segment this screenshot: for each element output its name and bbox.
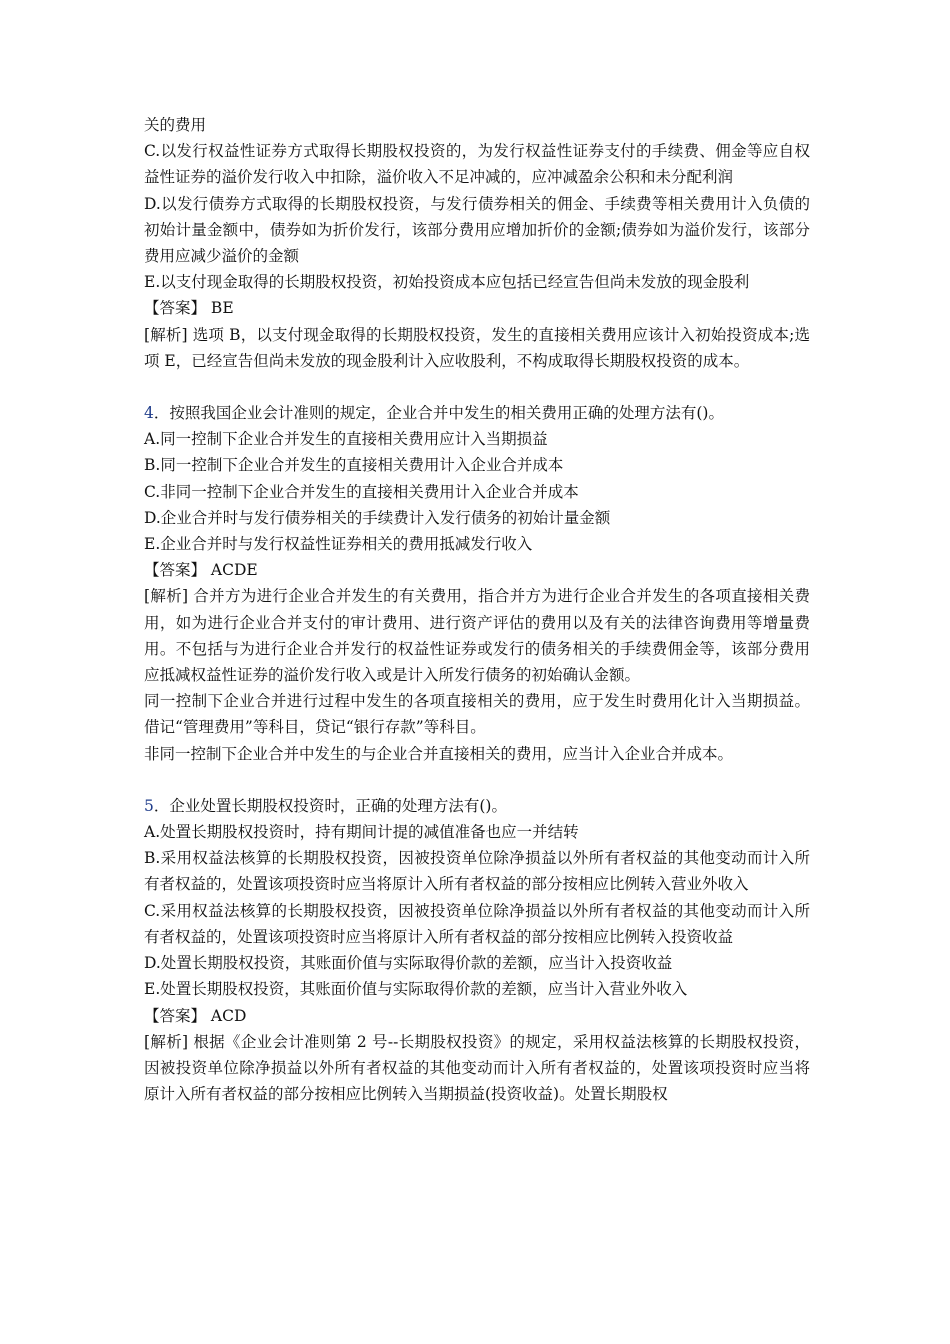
analysis-paragraph: 同一控制下企业合并进行过程中发生的各项直接相关的费用，应于发生时费用化计入当期损益。借记“管理费用”等科目，贷记“银行存款”等科目。 [144, 692, 810, 737]
option-c: C.以发行权益性证券方式取得长期股权投资的，为发行权益性证券支付的手续费、佣金等应自权益性证券的溢价发行收入中扣除，溢价收入不足冲减的，应冲减盈余公积和未分配利润 [144, 142, 810, 187]
option-b: B.同一控制下企业合并发生的直接相关费用计入企业合并成本 [144, 456, 564, 475]
option-b-tail: 关的费用 [144, 116, 207, 134]
option-b: B.采用权益法核算的长期股权投资，因被投资单位除净损益以外所有者权益的其他变动而计入所有者权益的，处置该项投资时应当将原计入所有者权益的部分按相应比例转入营业外收入 [144, 849, 810, 894]
option-c: C.非同一控制下企业合并发生的直接相关费用计入企业合并成本 [144, 482, 579, 501]
document-page [144, 112, 810, 1107]
previous-question-tail [144, 112, 810, 374]
option-d: D.企业合并时与发行债券相关的手续费计入发行债务的初始计量金额 [144, 508, 611, 527]
question-stem-text: ．企业处置长期股权投资时，正确的处理方法有()。 [153, 796, 507, 815]
question-stem [144, 793, 810, 819]
option-a: A.同一控制下企业合并发生的直接相关费用应计入当期损益 [144, 430, 548, 449]
analysis-paragraph: 非同一控制下企业合并中发生的与企业合并直接相关的费用，应当计入企业合并成本。 [144, 744, 734, 763]
analysis: [解析] 选项 B，以支付现金取得的长期股权投资，发生的直接相关费用应该计入初始投资成本;选项 E，已经宣告但尚未发放的现金股利计入应收股利，不构成取得长期股权投资的成本。 [144, 325, 810, 370]
analysis-paragraph: [解析] 合并方为进行企业合并发生的有关费用，指合并方为进行企业合并发生的各项直接相关费用，如为进行企业合并支付的审计费用、进行资产评估的费用以及有关的法律咨询费用等增量费用。不包括与为进行企业合并发行的权益性证券或发行的债务相关的手续费佣金等，该部分费用应抵减权益性证券的溢价发行收入或是计入所发行债务的初始确认金额。 [144, 587, 810, 685]
answer: 【答案】 ACDE [144, 561, 258, 580]
option-c: C.采用权益法核算的长期股权投资，因被投资单位除净损益以外所有者权益的其他变动而计入所有者权益的，处置该项投资时应当将原计入所有者权益的部分按相应比例转入投资收益 [144, 901, 810, 946]
question-5 [144, 793, 810, 1107]
question-number: 5 [144, 796, 154, 815]
option-e: E.企业合并时与发行权益性证券相关的费用抵减发行收入 [144, 535, 533, 554]
option-a: A.处置长期股权投资时，持有期间计提的减值准备也应一并结转 [144, 823, 579, 842]
question-stem [144, 400, 810, 426]
answer: 【答案】 BE [144, 299, 234, 318]
answer: 【答案】 ACD [144, 1006, 247, 1025]
question-4 [144, 400, 810, 767]
option-e: E.处置长期股权投资，其账面价值与实际取得价款的差额，应当计入营业外收入 [144, 980, 688, 999]
option-d: D.以发行债券方式取得的长期股权投资，与发行债券相关的佣金、手续费等相关费用计入负债的初始计量金额中，债券如为折价发行，该部分费用应增加折价的金额;债券如为溢价发行，该部分费用应减少溢价的金额 [144, 194, 810, 266]
option-d: D.处置长期股权投资，其账面价值与实际取得价款的差额，应当计入投资收益 [144, 954, 673, 973]
option-e: E.以支付现金取得的长期股权投资，初始投资成本应包括已经宣告但尚未发放的现金股利 [144, 273, 750, 292]
analysis: [解析] 根据《企业会计准则第 2 号--长期股权投资》的规定，采用权益法核算的长期股权投资，因被投资单位除净损益以外所有者权益的其他变动而计入所有者权益的，处置该项投资时应当将原计入所有者权益的部分按相应比例转入当期损益(投资收益)。处置长期股权 [144, 1032, 810, 1104]
question-stem-text: ．按照我国企业会计准则的规定，企业合并中发生的相关费用正确的处理方法有()。 [153, 404, 724, 423]
question-number: 4 [144, 404, 154, 423]
